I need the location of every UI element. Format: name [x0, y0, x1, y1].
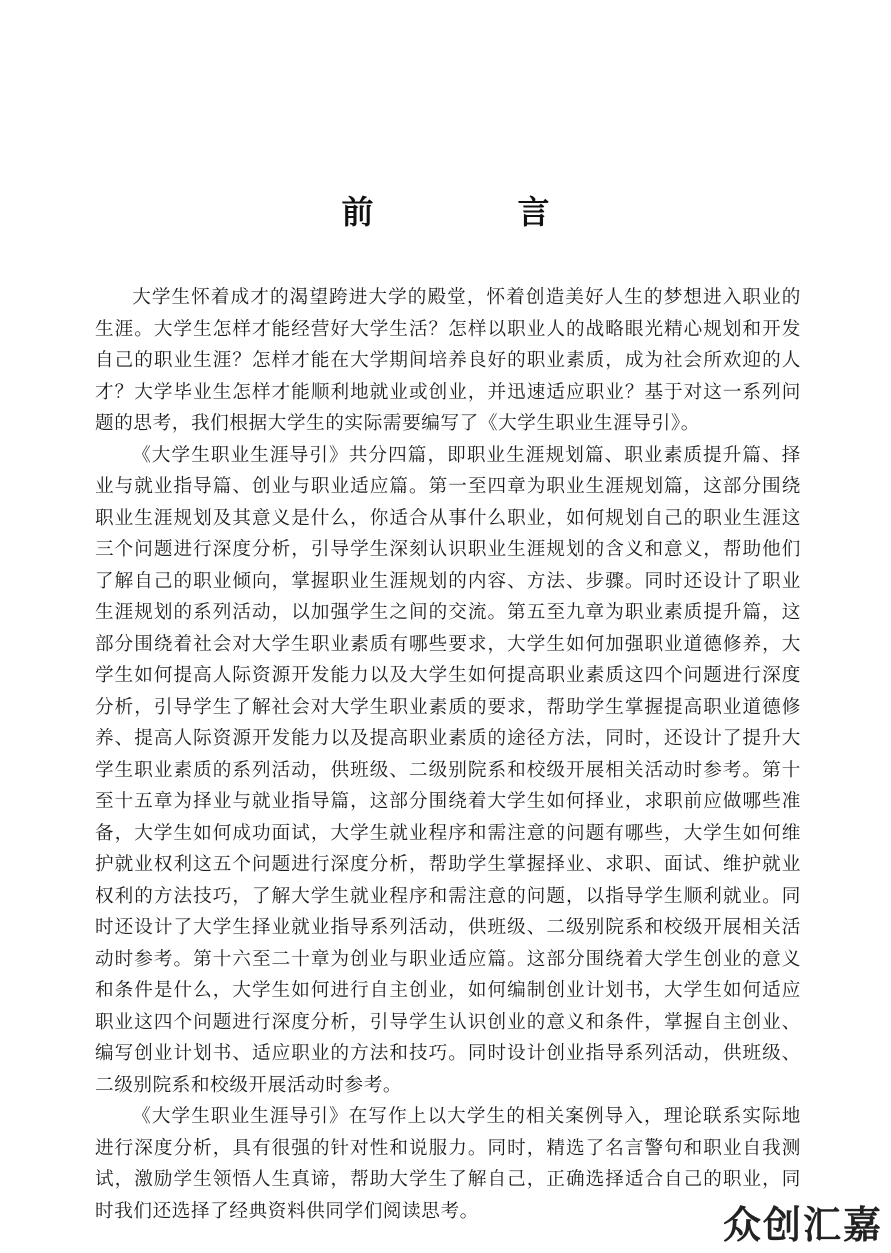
paragraph-1: 大学生怀着成才的渴望跨进大学的殿堂，怀着创造美好人生的梦想进入职业的生涯。大学生怎样才能经营好大学生活？怎样以职业人的战略眼光精心规划和开发自己的职业生涯？怎样才能在大学期间培养良好的职业素质，成为社会所欢迎的人才？大学毕业生怎样才能顺利地就业或创业，并迅速适应职业？基于对这一系列问题的思考，我们根据大学生的实际需要编写了《大学生职业生涯导引》。: [95, 287, 801, 434]
watermark-logo: 众创汇嘉: [722, 1203, 883, 1247]
page-title: 前 言: [341, 193, 606, 231]
paragraph-3: 《大学生职业生涯导引》在写作上以大学生的相关案例导入，理论联系实际地进行深度分析，具有很强的针对性和说服力。同时，精选了名言警句和职业自我测试，激励学生领悟人生真谛，帮助大学生了解自己，正确选择适合自己的职业，同时我们还选择了经典资料供同学们阅读思考。: [95, 1106, 801, 1222]
paragraph-2: 《大学生职业生涯导引》共分四篇，即职业生涯规划篇、职业素质提升篇、择业与就业指导篇、创业与职业适应篇。第一至四章为职业生涯规划篇，这部分围绕职业生涯规划及其意义是什么，你适合从事什么职业，如何规划自己的职业生涯这三个问题进行深度分析，引导学生深刻认识职业生涯规划的含义和意义，帮助他们了解自己的职业倾向，掌握职业生涯规划的内容、方法、步骤。同时还设计了职业生涯规划的系列活动，以加强学生之间的交流。第五至九章为职业素质提升篇，这部分围绕着社会对大学生职业素质有哪些要求，大学生如何加强职业道德修养，大学生如何提高人际资源开发能力以及大学生如何提高职业素质这四个问题进行深度分析，引导学生了解社会对大学生职业素质的要求，帮助学生掌握提高职业道德修养、提高人际资源开发能力以及提高职业素质的途径方法，同时，还设计了提升大学生职业素质的系列活动，供班级、二级别院系和校级开展相关活动时参考。第十至十五章为择业与就业指导篇，这部分围绕着大学生如何择业，求职前应做哪些准备，大学生如何成功面试，大学生就业程序和需注意的问题有哪些，大学生如何维护就业权利这五个问题进行深度分析，帮助学生掌握择业、求职、面试、维护就业权利的方法技巧，了解大学生就业程序和需注意的问题，以指导学生顺利就业。同时还设计了大学生择业就业指导系列活动，供班级、二级别院系和校级开展相关活动时参考。第十六至二十章为创业与职业适应篇。这部分围绕着大学生创业的意义和条件是什么，大学生如何进行自主创业，如何编制创业计划书，大学生如何适应职业这四个问题进行深度分析，引导学生认识创业的意义和条件，掌握自主创业、编写创业计划书、适应职业的方法和技巧。同时设计创业指导系列活动，供班级、二级别院系和校级开展活动时参考。: [95, 444, 801, 1096]
preface-body: [95, 282, 801, 1227]
